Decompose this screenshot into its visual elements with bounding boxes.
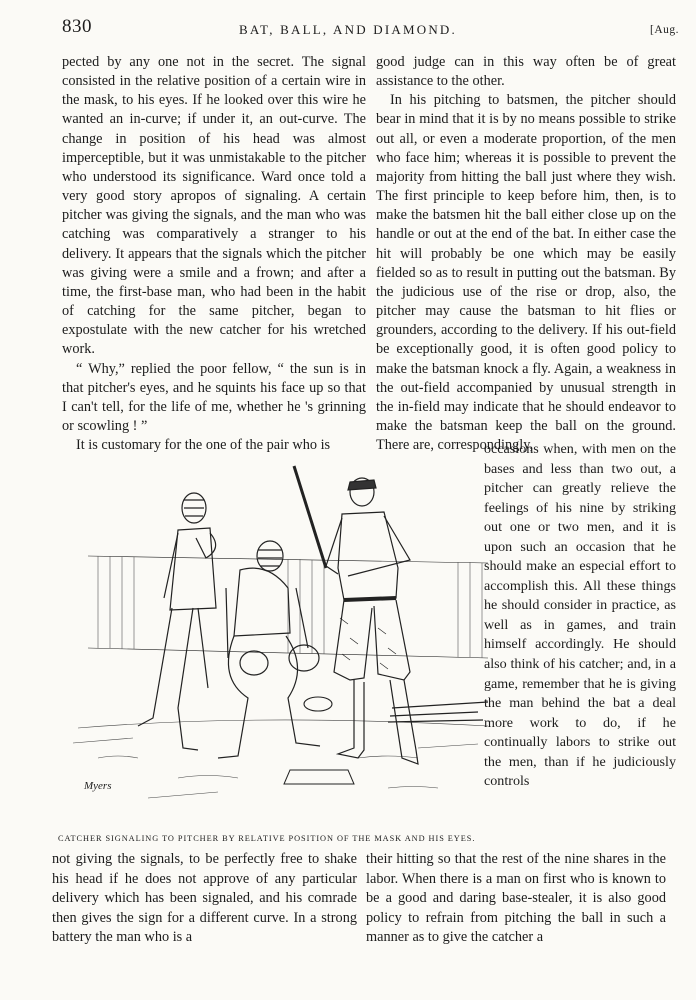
paragraph: pected by any one not in the secret. The signal consisted in the relative position of a certain wire in the mask, to his eyes. If he looked over this wire he wanted an in-curve; if under it, an out-curve. The change in position of his head was almost imperceptible, but it was unmistakable to the pitcher who understood its significance. Ward once told a very good story apropos of signaling. A certain pitcher was giving the signals, and the man who was catching was comparatively a stranger to his delivery. It appears that the signals which the pitcher was giving were a smile and a frown; and after a time, the first-base man, who had been in the habit of catching for the same pitcher, began to expostulate with the new catcher for his wretched work. <box>62 54 366 358</box>
baseball-illustration <box>58 458 488 828</box>
running-title: BAT, BALL, AND DIAMOND. <box>239 22 457 37</box>
paragraph: their hitting so that the rest of the nine shares in the labor. When there is a man on first who is known to be a good and daring base-stealer, it is also good policy to refrain from pitching the ball in such a manner as to give the catcher a <box>366 851 666 946</box>
fence <box>88 556 488 658</box>
paragraph: not giving the signals, to be perfectly free to shake his head if he does not approve of any particular delivery which has been signaled, and his comrade then gives the sign for a different curve. In a strong battery the man who is a <box>52 851 357 946</box>
right-narrow-column <box>484 440 676 792</box>
illustration-caption: CATCHER SIGNALING TO PITCHER BY RELATIVE POSITION OF THE MASK AND HIS EYES. <box>58 834 476 843</box>
bats-on-ground <box>388 702 488 722</box>
bottom-right-column <box>366 850 666 948</box>
paragraph: occasions when, with men on the bases and less than two out, a pitcher can greatly relieve the feelings of his nine by striking out one or two men, and it is upon such an occasion that he should make an especial effort to accomplish this. All these things he should consider in practice, as well as in games, and train himself accordingly. He should also think of his catcher; and, in a game, remember that he is giving the man behind the bat a deal more work to do, if he continually labors to strike out the men, than if he judiciously controls <box>484 441 676 790</box>
left-column <box>62 53 366 455</box>
right-column <box>376 53 676 455</box>
umpire-figure <box>138 493 216 750</box>
month-label: [Aug. <box>649 24 679 36</box>
paragraph: good judge can in this way often be of great assistance to the other. <box>376 54 676 90</box>
catcher-figure <box>218 541 320 758</box>
paragraph: In his pitching to batsmen, the pitcher should bear in mind that it is by no means possible to strike out all, or even a moderate proportion, of the men who face him; whereas it is possible to prevent the majority from hitting the ball just where they wish. The first principle to keep before him, then, is to make the batsmen hit the ball either close up on the handle or out at the end of the bat. In either case the hit will probably be one which may be easily fielded so as to result in putting out the batsman. By the judicious use of the rise or drop, also, the pitcher may cause the batsman to hit flies or grounders, according to the delivery. If his out-field be exceptionally good, it is often good policy to make the batsman knock a fly. Again, a weakness in the out-field accompanied by unusual strength in the in-field may indicate that he should endeavor to make the batsman keep the ball on the ground. There are, correspondingly, <box>376 92 676 454</box>
ground <box>73 720 488 798</box>
bottom-left-column <box>52 850 357 948</box>
home-plate <box>284 770 354 784</box>
paragraph: “ Why,” replied the poor fellow, “ the sun is in that pitcher's eyes, and he squints his face up so that I can't tell, for the life of me, whether he 's grinning or scowling ! ” <box>62 360 366 434</box>
paragraph: It is customary for the one of the pair who is <box>76 437 331 454</box>
page-number: 830 <box>62 16 92 37</box>
mask-on-ground <box>304 697 332 711</box>
batter-figure <box>294 466 418 764</box>
artist-signature: Myers <box>84 780 112 792</box>
